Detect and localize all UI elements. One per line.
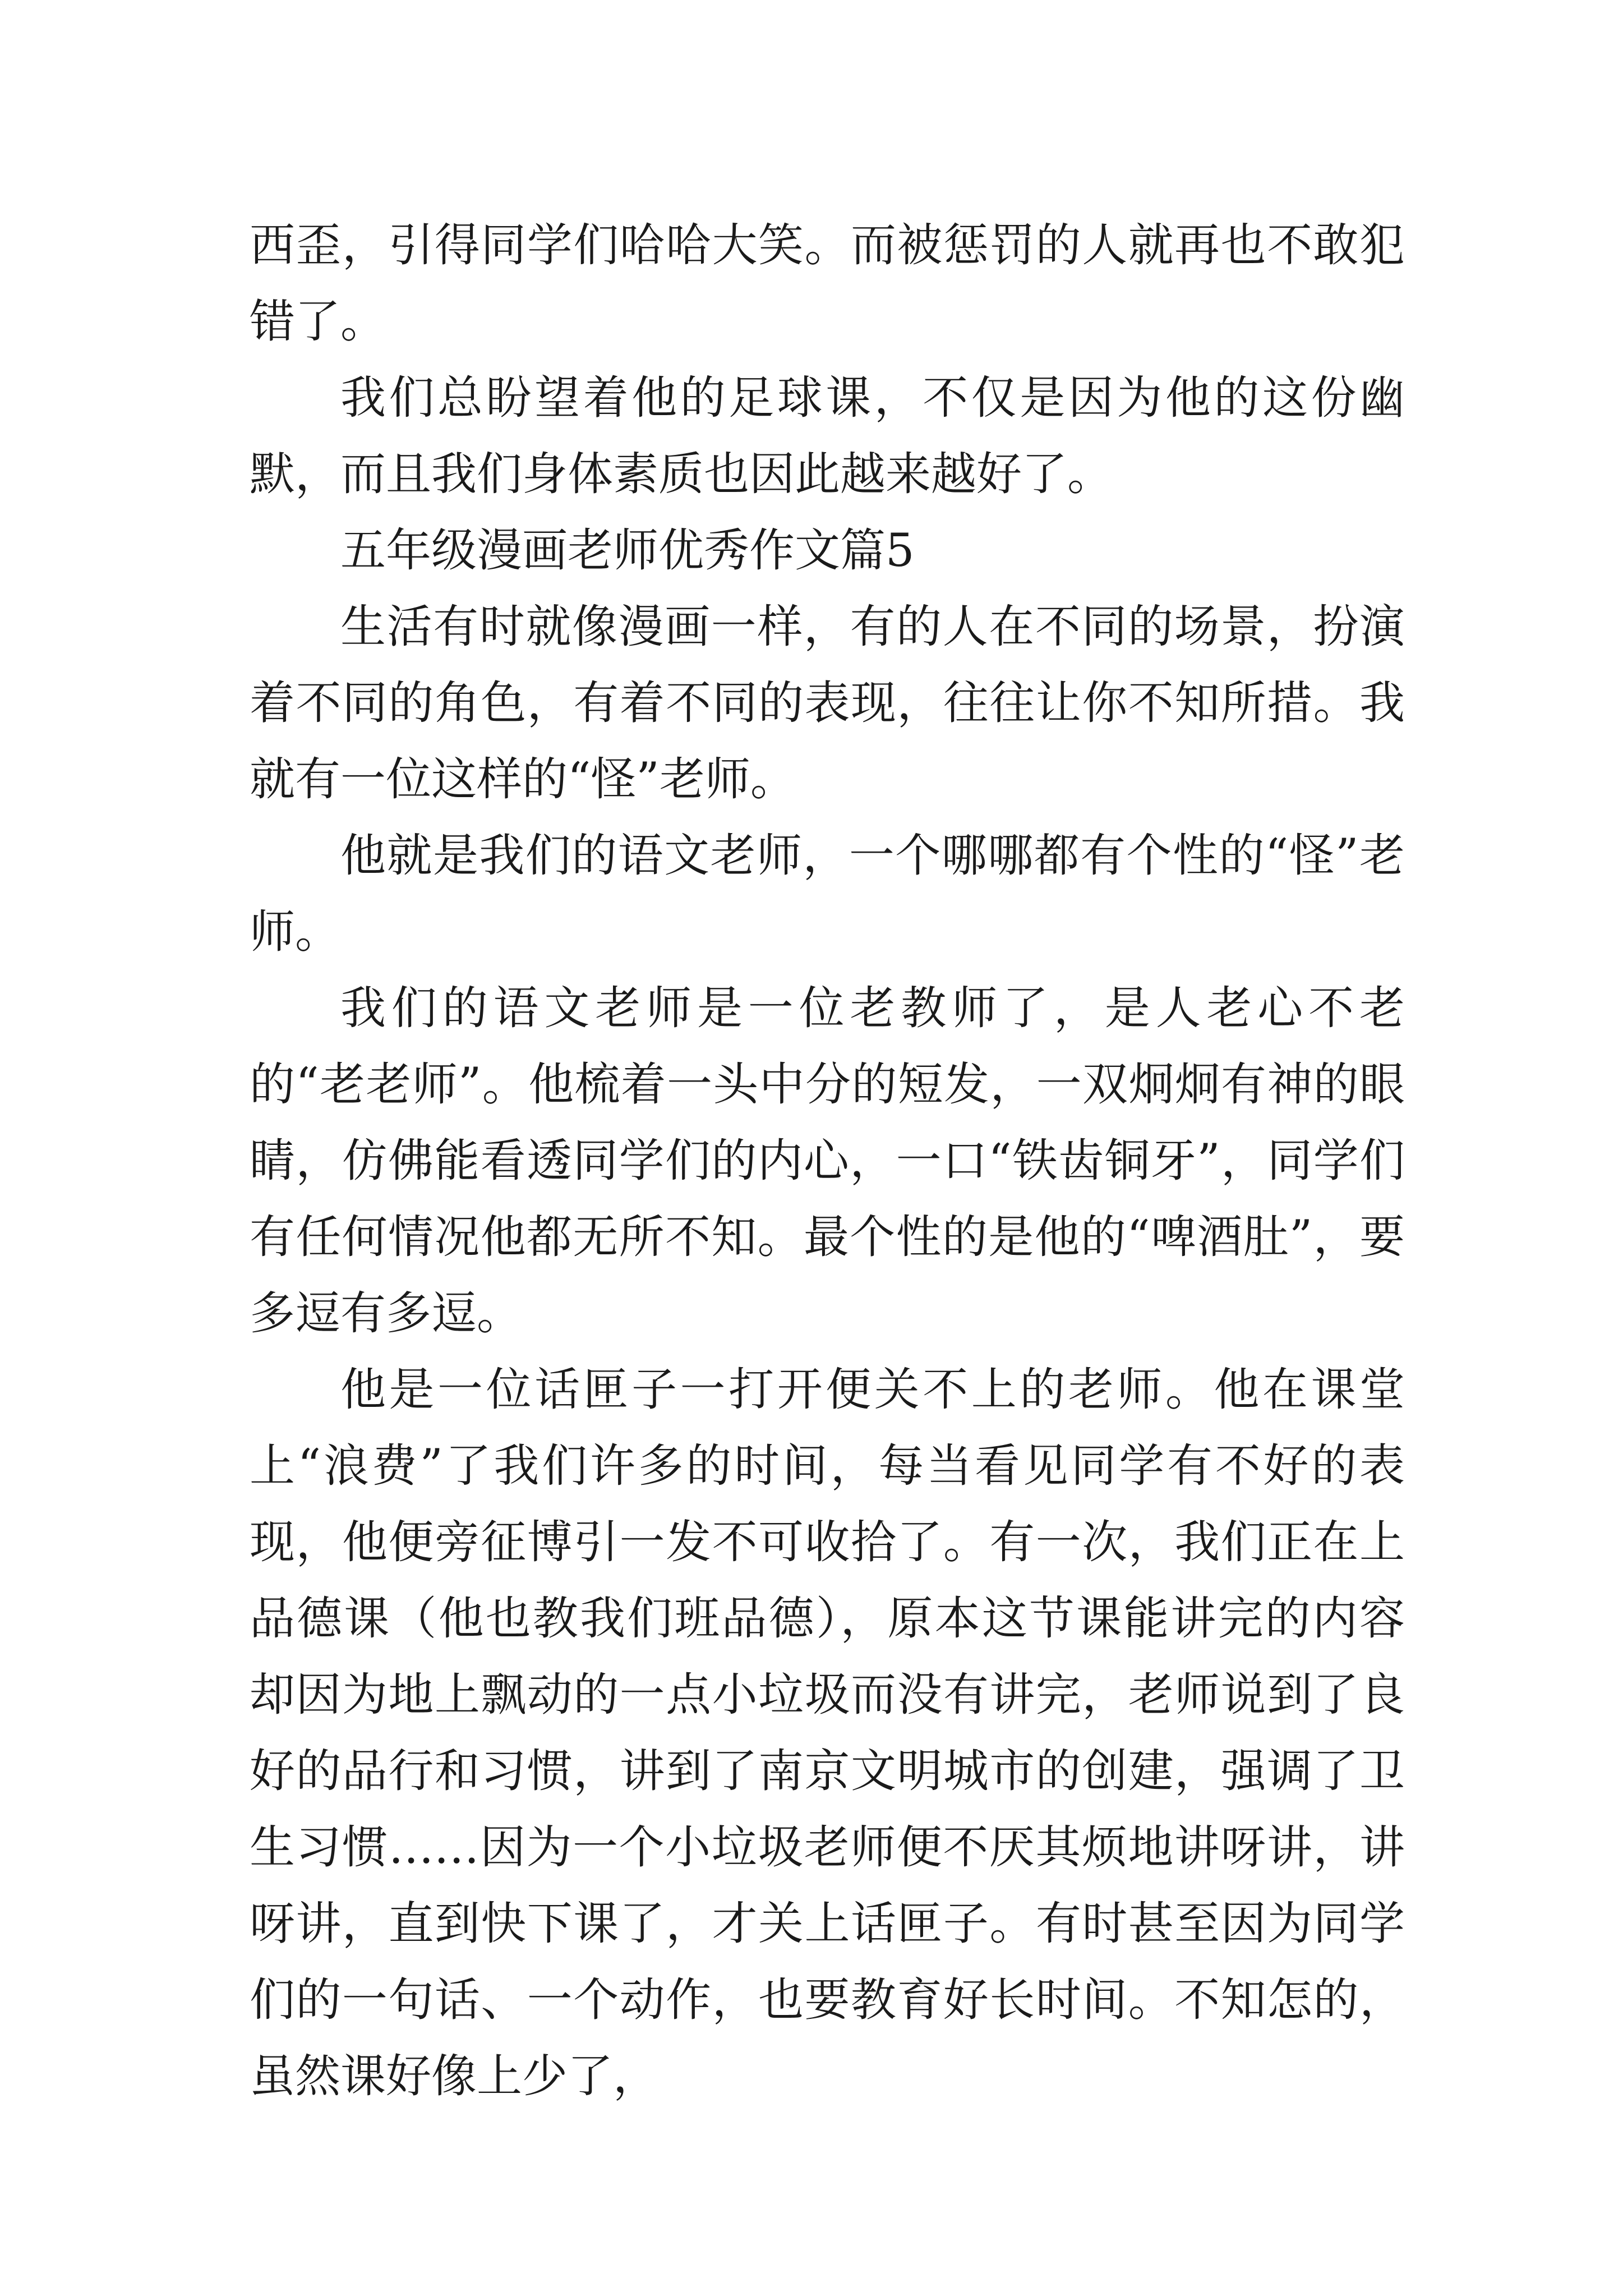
paragraph: 他就是我们的语文老师，一个哪哪都有个性的“怪”老师。 [250,830,1405,959]
paragraph: 我们总盼望着他的足球课，不仅是因为他的这份幽默，而且我们身体素质也因此越来越好了。 [250,372,1405,501]
paragraph-continuation: 西歪，引得同学们哈哈大笑。而被惩罚的人就再也不敢犯错了。 [250,219,1405,348]
paragraph: 我们的语文老师是一位老教师了，是人老心不老的“老老师”。他梳着一头中分的短发，一双炯炯有神的眼睛，仿佛能看透同学们的内心，一口“铁齿铜牙”，同学们有任何情况他都无所不知。最个性的是他的“啤酒肚”，要多逗有多逗。 [250,982,1405,1340]
section-heading: 五年级漫画老师优秀作文篇5 [340,524,915,577]
paragraph: 他是一位话匣子一打开便关不上的老师。他在课堂上“浪费”了我们许多的时间，每当看见同学有不好的表现，他便旁征博引一发不可收拾了。有一次，我们正在上品德课（他也教我们班品德），原本这节课能讲完的内容却因为地上飘动的一点小垃圾而没有讲完，老师说到了良好的品行和习惯，讲到了南京文明城市的创建，强调了卫生习惯……因为一个小垃圾老师便不厌其烦地讲呀讲，讲呀讲，直到快下课了，才关上话匣子。有时甚至因为同学们的一句话、一个动作，也要教育好长时间。不知怎的，虽然课好像上少了， [250,1364,1405,2103]
paragraph: 生活有时就像漫画一样，有的人在不同的场景，扮演着不同的角色，有着不同的表现，往往让你不知所措。我就有一位这样的“怪”老师。 [250,601,1405,806]
document-body [250,208,1405,2115]
